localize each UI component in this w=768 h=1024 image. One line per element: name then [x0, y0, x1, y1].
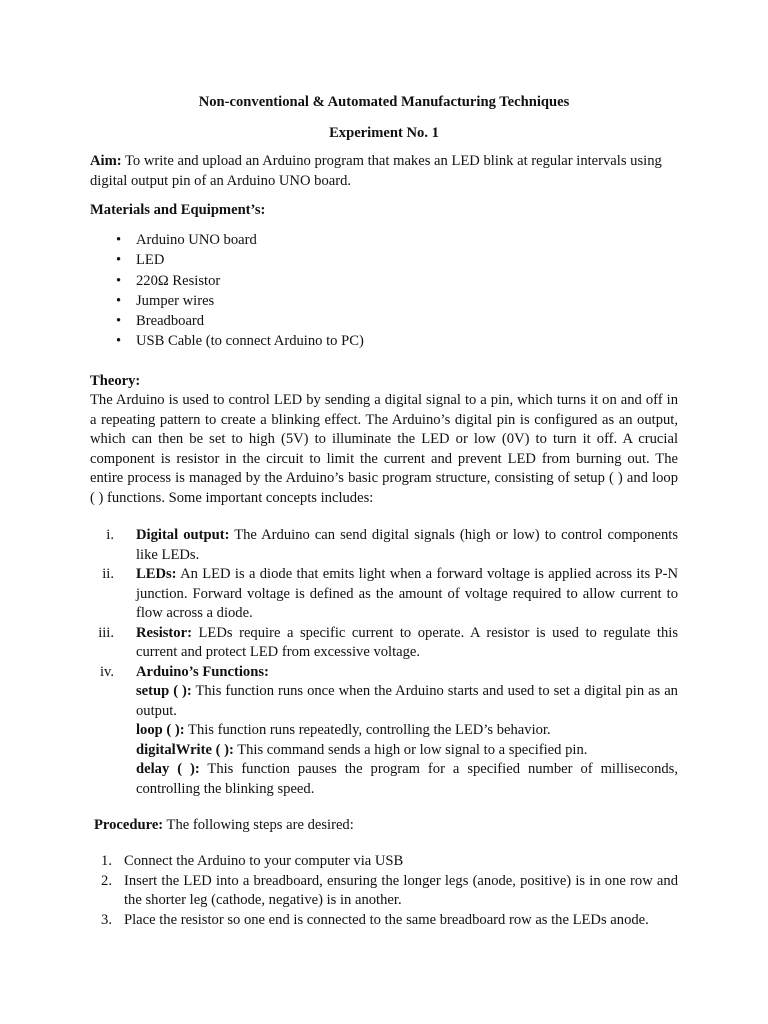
concept-item [90, 565, 678, 624]
concept-number: ii. [102, 566, 114, 582]
step-number: 1. [101, 853, 112, 869]
procedure-step [90, 872, 678, 911]
concept-text: An LED is a diode that emits light when a forward voltage is applied across its P-N junction. Forward voltage is defined as the amount of voltage required to allow current to flow across a diode. [136, 566, 678, 621]
procedure-heading [94, 816, 682, 836]
list-item [90, 272, 650, 292]
aim-text: To write and upload an Arduino program that makes an LED blink at regular intervals using digital output pin of an Arduino UNO board. [90, 153, 662, 189]
function-digitalwrite [136, 741, 678, 761]
procedure-step [90, 852, 678, 872]
procedure-intro: The following steps are desired: [163, 817, 354, 833]
list-item [90, 251, 650, 271]
concept-number: iv. [99, 663, 114, 680]
concept-number: iii. [98, 624, 114, 641]
bullet-icon: • [116, 292, 122, 309]
bullet-icon: • [116, 272, 122, 289]
list-item-text: Breadboard [136, 313, 205, 330]
concept-label: Digital output: [136, 527, 230, 543]
list-item-text: Arduino UNO board [136, 232, 257, 248]
step-text: Connect the Arduino to your computer via USB [124, 853, 404, 869]
list-item [90, 332, 650, 352]
concept-label: Arduino’s Functions: [136, 663, 269, 680]
list-item [90, 292, 650, 312]
theory-paragraph: The Arduino is used to control LED by sending a digital signal to a pin, which turns it on and off in a repeating pattern to create a blinking effect. The Arduino’s digital pin is configured as an output, which can then be set to high (5V) to illuminate the LED or low (0V) to turn it off. A crucial component is resistor in the circuit to limit the current and prevent LED from burning out. The entire process is managed by the Arduino’s basic program structure, consisting of setup ( ) and loop ( ) functions. Some important concepts includes: [90, 392, 678, 506]
list-item-text: 220Ω Resistor [136, 272, 221, 289]
concept-number: i. [106, 527, 114, 543]
concept-item [90, 663, 678, 800]
function-text: This function runs once when the Arduino starts and used to set a digital pin as an output. [136, 683, 678, 719]
materials-heading: Materials and Equipment’s: [90, 202, 266, 218]
concept-text: The Arduino can send digital signals (high or low) to control components like LEDs. [136, 527, 678, 563]
concept-item [90, 526, 678, 565]
procedure-steps [90, 852, 678, 930]
list-item-text: LED [136, 252, 165, 269]
aim-paragraph [90, 152, 678, 191]
function-name: loop ( ): [136, 722, 185, 738]
step-text: Insert the LED into a breadboard, ensuring the longer legs (anode, positive) is in one row and the shorter leg (cathode, negative) is in another. [124, 872, 678, 908]
function-setup [136, 682, 678, 721]
bullet-icon: • [116, 232, 122, 248]
concept-item [90, 624, 678, 663]
function-text: This function pauses the program for a specified number of milliseconds, controlling the blinking speed. [136, 761, 679, 797]
function-name: digitalWrite ( ): [136, 741, 234, 758]
list-item [90, 231, 650, 251]
step-number: 3. [101, 911, 112, 928]
aim-label: Aim: [90, 153, 122, 169]
concepts-list [90, 526, 678, 799]
function-delay [136, 760, 678, 799]
concept-label: LEDs: [136, 566, 177, 582]
function-name: setup ( ): [136, 683, 192, 699]
procedure-step [90, 911, 678, 931]
function-text: This function runs repeatedly, controlling the LED’s behavior. [184, 722, 551, 738]
function-loop [136, 721, 678, 741]
step-text: Place the resistor so one end is connected to the same breadboard row as the LEDs anode. [124, 911, 649, 928]
experiment-title: Experiment No. 1 [329, 125, 439, 141]
function-text: This command sends a high or low signal to a specified pin. [233, 741, 588, 758]
theory-heading: Theory: [90, 373, 141, 389]
list-item-text: USB Cable (to connect Arduino to PC) [136, 333, 364, 350]
bullet-icon: • [116, 333, 122, 350]
list-item-text: Jumper wires [136, 292, 215, 309]
step-number: 2. [101, 872, 112, 889]
bullet-icon: • [116, 252, 122, 269]
bullet-icon: • [116, 313, 122, 330]
function-name: delay ( ): [136, 761, 200, 777]
materials-list [90, 231, 650, 353]
course-title: Non-conventional & Automated Manufacturing Techniques [198, 94, 570, 110]
procedure-label: Procedure: [94, 817, 164, 833]
concept-label: Resistor: [136, 624, 192, 641]
concept-text: LEDs require a specific current to operate. A resistor is used to regulate this current and protect LED from excessive voltage. [136, 624, 678, 660]
list-item [90, 312, 650, 332]
